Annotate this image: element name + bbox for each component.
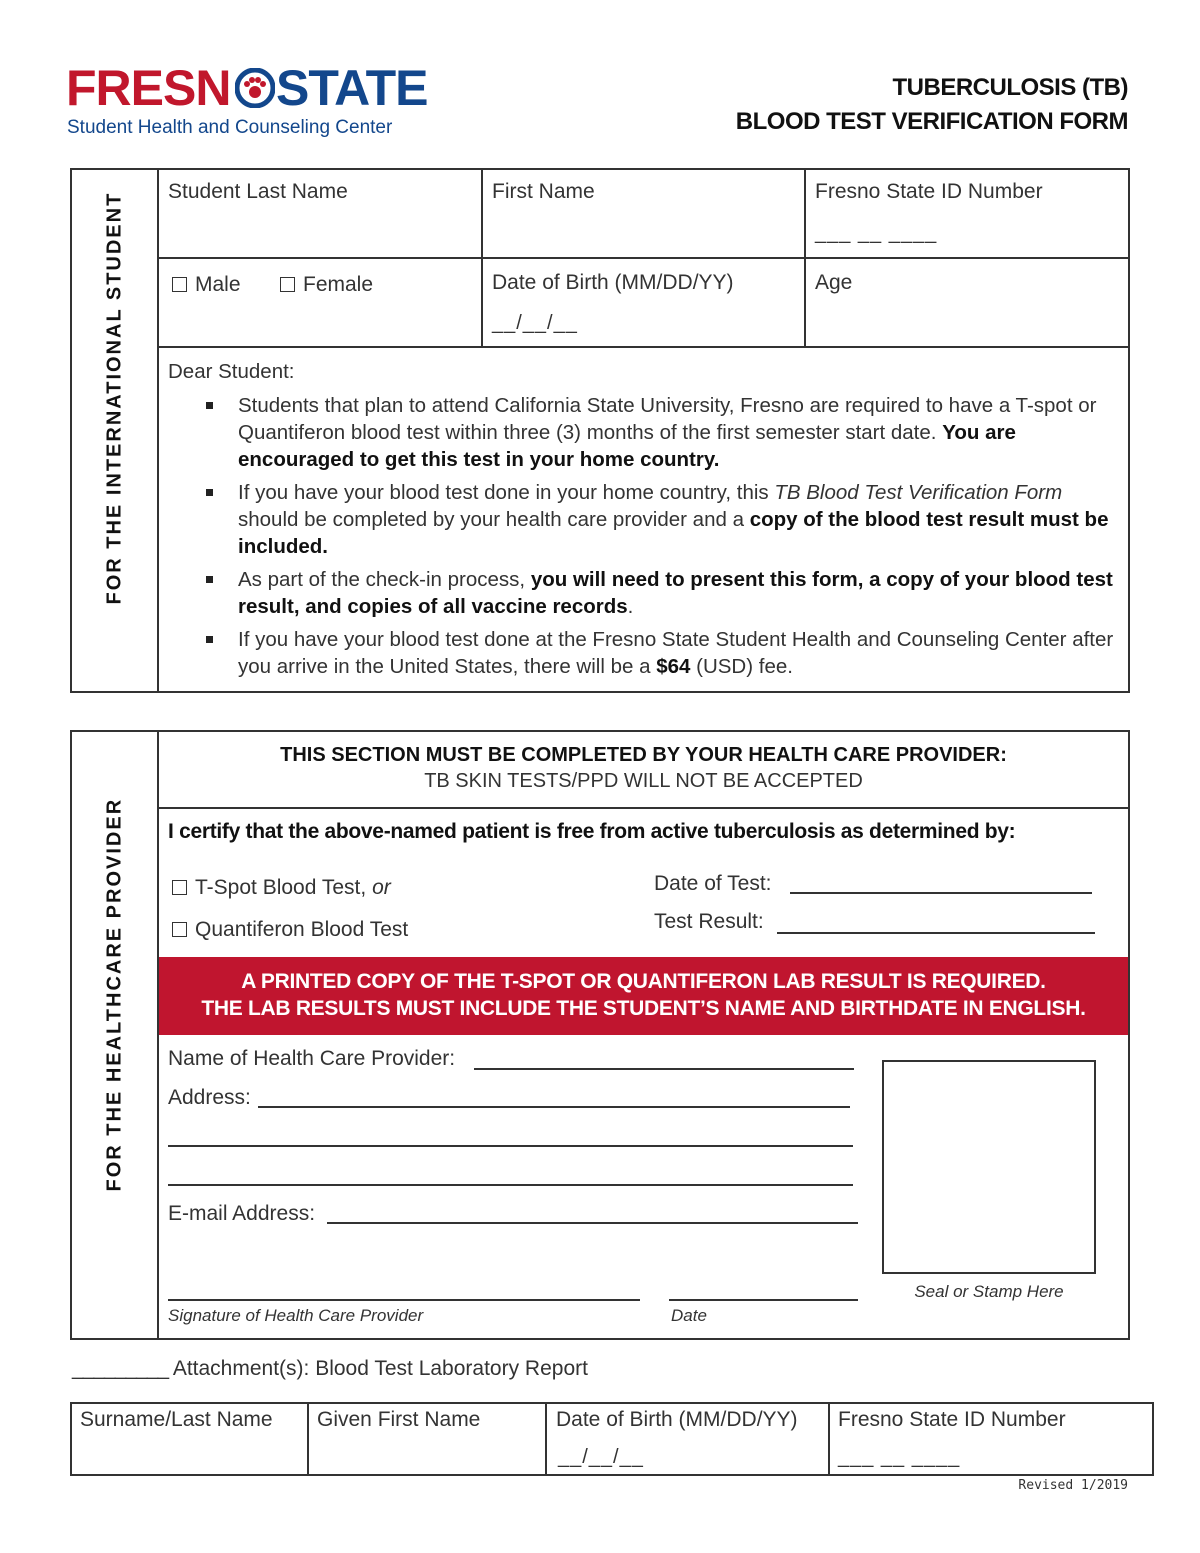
quant-label: Quantiferon Blood Test bbox=[195, 918, 409, 941]
last-name-field[interactable]: Student Last Name bbox=[168, 180, 348, 203]
bullet1-text: Students that plan to attend California State University, Fresno are required to have a T-spot or Quantiferon blood test within three (3) months of the first semester start date. bbox=[238, 394, 1097, 444]
list-item bbox=[168, 479, 1118, 560]
instructions-list bbox=[168, 392, 1118, 686]
checkbox-icon bbox=[172, 880, 187, 895]
date-of-test-line[interactable] bbox=[790, 892, 1092, 894]
lab-result-warning bbox=[159, 957, 1128, 1035]
age-field[interactable]: Age bbox=[815, 271, 853, 294]
quantiferon-checkbox[interactable] bbox=[172, 918, 408, 942]
student-side-label: FOR THE INTERNATIONAL STUDENT bbox=[103, 191, 126, 605]
form-title-line2: BLOOD TEST VERIFICATION FORM bbox=[735, 108, 1128, 135]
bullet4-fee: $64 bbox=[656, 655, 691, 678]
signature-label: Signature of Health Care Provider bbox=[168, 1306, 424, 1325]
certify-statement: I certify that the above-named patient is free from active tuberculosis as determined by: bbox=[168, 820, 1016, 843]
id-number-blanks bbox=[815, 222, 937, 245]
provider-name-label: Name of Health Care Provider: bbox=[168, 1047, 456, 1070]
email-line[interactable] bbox=[327, 1222, 858, 1224]
footer-id-blanks: ___ __ ____ bbox=[838, 1446, 961, 1468]
provider-heading: THIS SECTION MUST BE COMPLETED BY YOUR HEALTH CARE PROVIDER: bbox=[280, 744, 1007, 766]
checkbox-icon bbox=[172, 922, 187, 937]
email-label: E-mail Address: bbox=[168, 1202, 316, 1225]
logo-text-right: STATE bbox=[276, 60, 428, 116]
provider-side-label: FOR THE HEALTHCARE PROVIDER bbox=[103, 797, 126, 1192]
bullet4-text: If you have your blood test done at the Fresno State Student Health and Counseling Center after you arrive in the United States, there will be a bbox=[238, 628, 1114, 678]
bullet4-end: (USD) fee. bbox=[690, 655, 793, 678]
surname-field[interactable]: Surname/Last Name bbox=[80, 1408, 273, 1431]
bullet2-italic: TB Blood Test Verification Form bbox=[774, 481, 1063, 504]
tspot-or: or bbox=[372, 876, 391, 899]
attachment-label: Attachment(s): Blood Test Laboratory Report bbox=[172, 1357, 588, 1380]
male-label: Male bbox=[195, 273, 241, 296]
provider-name-line[interactable] bbox=[474, 1068, 854, 1070]
test-result-line[interactable] bbox=[777, 932, 1095, 934]
bullet3-end: . bbox=[627, 595, 634, 618]
logo-subtitle: Student Health and Counseling Center bbox=[67, 117, 393, 138]
greeting: Dear Student: bbox=[168, 360, 295, 383]
tspot-checkbox[interactable] bbox=[172, 876, 391, 900]
address-label: Address: bbox=[168, 1086, 251, 1109]
signature-line[interactable] bbox=[168, 1299, 640, 1301]
address-line-3[interactable] bbox=[168, 1184, 853, 1186]
fresno-state-logo bbox=[66, 60, 428, 142]
provider-subheading: TB SKIN TESTS/PPD WILL NOT BE ACCEPTED bbox=[424, 770, 863, 792]
form-title-line1: TUBERCULOSIS (TB) bbox=[892, 74, 1128, 101]
bulldog-paw-icon bbox=[235, 68, 275, 108]
attachment-blank[interactable]: _________ bbox=[72, 1357, 169, 1380]
date-label: Date bbox=[671, 1306, 707, 1325]
footer-dob-field[interactable]: Date of Birth (MM/DD/YY) bbox=[556, 1408, 798, 1431]
id-number-field[interactable]: Fresno State ID Number bbox=[815, 180, 1043, 203]
bullet2-bold: copy of the blood test result must be included. bbox=[238, 508, 1109, 558]
list-item bbox=[168, 626, 1118, 680]
footer-dob-blanks: __/__/__ bbox=[558, 1446, 644, 1468]
address-line-2[interactable] bbox=[168, 1145, 853, 1147]
bullet2-text: If you have your blood test done in your home country, this bbox=[238, 481, 775, 504]
list-item bbox=[168, 566, 1118, 620]
warning-line2: THE LAB RESULTS MUST INCLUDE THE STUDENT’S NAME AND BIRTHDATE IN ENGLISH. bbox=[201, 997, 1086, 1020]
given-name-field[interactable]: Given First Name bbox=[317, 1408, 481, 1431]
test-result-label: Test Result: bbox=[654, 910, 764, 933]
female-label: Female bbox=[303, 273, 374, 296]
id-blanks-text: ___ __ ____ bbox=[815, 222, 938, 244]
bullet3-bold: you will need to present this form, a copy of your blood test result, and copies of all vaccine records bbox=[238, 568, 1113, 618]
seal-label: Seal or Stamp Here bbox=[914, 1282, 1064, 1301]
bullet1-bold: You are encouraged to get this test in your home country. bbox=[238, 421, 1016, 471]
bullet3-text: As part of the check-in process, bbox=[238, 568, 531, 591]
checkbox-icon bbox=[172, 277, 187, 292]
date-of-test-label: Date of Test: bbox=[654, 872, 772, 895]
first-name-field[interactable]: First Name bbox=[492, 180, 595, 203]
footer-id-field[interactable]: Fresno State ID Number bbox=[838, 1408, 1066, 1431]
dob-blanks: __/__/__ bbox=[492, 312, 578, 334]
revised-date: Revised 1/2019 bbox=[1018, 1478, 1128, 1493]
warning-line1: A PRINTED COPY OF THE T-SPOT OR QUANTIFERON LAB RESULT IS REQUIRED. bbox=[241, 970, 1046, 993]
list-item bbox=[168, 392, 1118, 473]
male-checkbox[interactable] bbox=[172, 273, 241, 297]
seal-stamp-box[interactable] bbox=[882, 1060, 1096, 1274]
female-checkbox[interactable] bbox=[280, 273, 373, 297]
address-line-1[interactable] bbox=[258, 1106, 850, 1108]
logo-text-left: FRESN bbox=[66, 60, 231, 116]
tspot-label: T-Spot Blood Test, bbox=[195, 876, 367, 899]
bullet2-text2: should be completed by your health care provider and a bbox=[238, 508, 750, 531]
checkbox-icon bbox=[280, 277, 295, 292]
date-line[interactable] bbox=[669, 1299, 858, 1301]
dob-field[interactable]: Date of Birth (MM/DD/YY) bbox=[492, 271, 734, 294]
attachment-line bbox=[72, 1357, 588, 1381]
